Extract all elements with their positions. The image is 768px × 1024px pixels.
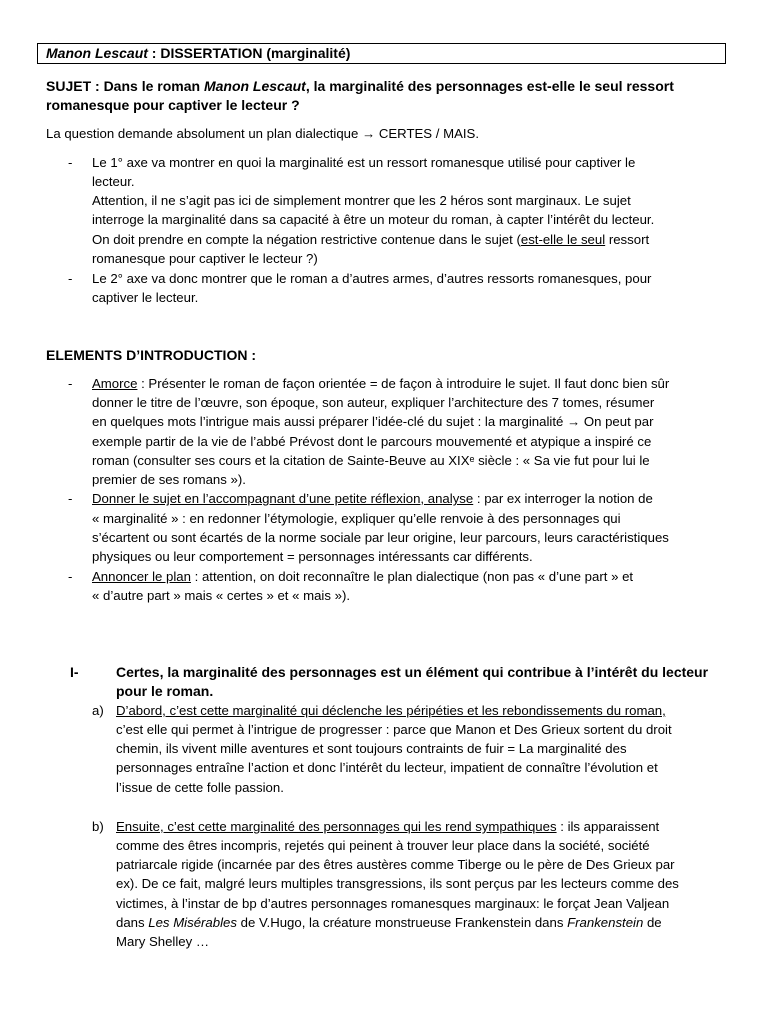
part1-a-underlined: D’abord, c’est cette marginalité qui déclenche les péripéties et les rebondissements du roman, — [116, 703, 666, 718]
plan-dash: - — [68, 569, 73, 584]
axis1-line5-prefix: On doit prendre en compte la négation restrictive contenue dans le sujet ( — [92, 232, 521, 247]
axis1-line: lecteur. — [92, 174, 135, 189]
les-miserables-title: Les Misérables — [148, 915, 237, 930]
part1-a-line: l’issue de cette folle passion. — [116, 780, 284, 795]
part1-b-line1-rest: : ils apparaissent — [556, 819, 660, 834]
part1-a-line: chemin, ils vivent mille aventures et sont toujours contraints de fuir = La marginalité des — [116, 741, 627, 756]
plan-line1-rest: : attention, on doit reconnaître le plan dialectique (non pas « d’une part » et — [190, 569, 634, 584]
plan-line: « d’autre part » mais « certes » et « mais »). — [92, 588, 351, 603]
subject-prefix: SUJET : Dans le roman — [46, 78, 204, 94]
amorce-line1-rest: : Présenter le roman de façon orientée = de façon à introduire le sujet. Il faut donc bien sûr — [137, 376, 670, 391]
sujet-line1-rest: : par ex interroger la notion de — [473, 491, 653, 506]
part1-b-underlined: Ensuite, c’est cette marginalité des personnages qui les rend sympathiques — [116, 819, 557, 834]
part1-b-line-6 — [116, 913, 662, 933]
part1-a-line: personnages entraîne l’action et donc l’intérêt du lecteur, impatient de connaître l’évolution et — [116, 760, 658, 775]
part1-b-line6-suffix: de — [643, 915, 662, 930]
axis1-line: Le 1° axe va montrer en quoi la marginalité est un ressort romanesque utilisé pour captiver le — [92, 155, 636, 170]
part1-b-line-1 — [116, 817, 659, 837]
sujet-dash: - — [68, 491, 73, 506]
axis1-dash: - — [68, 155, 73, 170]
axis1-line-5 — [92, 230, 649, 250]
axis1-line: interroge la marginalité dans sa capacité à être un moteur du roman, à capter l’intérêt du lecteur. — [92, 212, 655, 227]
part1-numeral: I- — [70, 664, 79, 680]
document-title — [37, 43, 726, 64]
sujet-line: s’écartent ou sont écartés de la norme sociale par leur origine, leur parcours, leurs caractéristiques — [92, 530, 669, 545]
amorce-line: donner le titre de l’œuvre, son époque, son auteur, expliquer l’architecture des 7 tomes, résumer — [92, 395, 655, 410]
subject-line-1 — [46, 76, 674, 96]
frankenstein-title: Frankenstein — [567, 915, 644, 930]
amorce-line: roman (consulter ses cours et la citation de Sainte-Beuve au XIXᵉ siècle : « Sa vie fut pour lui le — [92, 453, 650, 468]
sujet-label: Donner le sujet en l’accompagnant d’une petite réflexion, analyse — [92, 491, 474, 506]
dialectic-note: La question demande absolument un plan dialectique → CERTES / MAIS. — [46, 126, 479, 141]
part1-b-line: ex). De ce fait, malgré leurs multiples transgressions, ils sont perçus par les lecteurs comme des — [116, 876, 679, 891]
part1-a-marker: a) — [92, 703, 104, 718]
part1-heading-line: pour le roman. — [116, 683, 214, 699]
part1-b-line: Mary Shelley … — [116, 934, 210, 949]
part1-b-line: victimes, à l’instar de bp d’autres personnages romanesques marginaux: le forçat Jean Valjean — [116, 896, 670, 911]
sujet-line-1 — [92, 489, 653, 509]
amorce-label: Amorce — [92, 376, 138, 391]
amorce-line: en quelques mots l’intrigue mais aussi préparer l’idée-clé du sujet : la marginalité → On peut par — [92, 414, 654, 429]
intro-heading: ELEMENTS D’INTRODUCTION : — [46, 347, 256, 363]
axis1-line: romanesque pour captiver le lecteur ?) — [92, 251, 318, 266]
amorce-line: premier de ses romans »). — [92, 472, 246, 487]
axis1-line: Attention, il ne s’agit pas ici de simplement montrer que les 2 héros sont marginaux. Le sujet — [92, 193, 631, 208]
restrictive-negation-underlined: est-elle le seul — [520, 232, 606, 247]
sujet-line: physiques ou leur comportement = personnages intéressants car différents. — [92, 549, 533, 564]
amorce-line-1 — [92, 374, 669, 394]
title-rest: : DISSERTATION (marginalité) — [147, 45, 351, 61]
part1-heading-line: Certes, la marginalité des personnages est un élément qui contribue à l’intérêt du lecteur — [116, 664, 709, 680]
part1-b-line: patriarcale rigide (incarnée par des êtres austères comme Tiberge ou le père de Des Grieux par — [116, 857, 675, 872]
plan-label: Annoncer le plan — [92, 569, 191, 584]
part1-b-marker: b) — [92, 819, 104, 834]
part1-b-line6-prefix: dans — [116, 915, 149, 930]
subject-italic-title: Manon Lescaut — [203, 78, 306, 94]
amorce-line: exemple partir de la vie de l’abbé Prévost dont le parcours mouvementé et atypique a inspiré ce — [92, 434, 652, 449]
axis1-line5-suffix: ressort — [605, 232, 650, 247]
part1-b-line6-mid: de V.Hugo, la créature monstrueuse Frankenstein dans — [236, 915, 568, 930]
title-italic: Manon Lescaut — [46, 45, 148, 61]
axis2-line: Le 2° axe va donc montrer que le roman a d’autres armes, d’autres ressorts romanesques, pour — [92, 271, 652, 286]
subject-line1-rest: , la marginalité des personnages est-elle le seul ressort — [305, 78, 674, 94]
part1-a-line: c’est elle qui permet à l’intrigue de progresser : parce que Manon et Des Grieux sortent du droit — [116, 722, 672, 737]
sujet-line: « marginalité » : en redonner l’étymologie, expliquer qu’elle renvoie à des personnages qui — [92, 511, 621, 526]
part1-b-line: comme des êtres incompris, rejetés qui peinent à trouver leur place dans la société, société — [116, 838, 650, 853]
axis2-line: captiver le lecteur. — [92, 290, 199, 305]
subject-line-2: romanesque pour captiver le lecteur ? — [46, 97, 300, 113]
amorce-dash: - — [68, 376, 73, 391]
plan-line-1 — [92, 567, 633, 587]
axis2-dash: - — [68, 271, 73, 286]
